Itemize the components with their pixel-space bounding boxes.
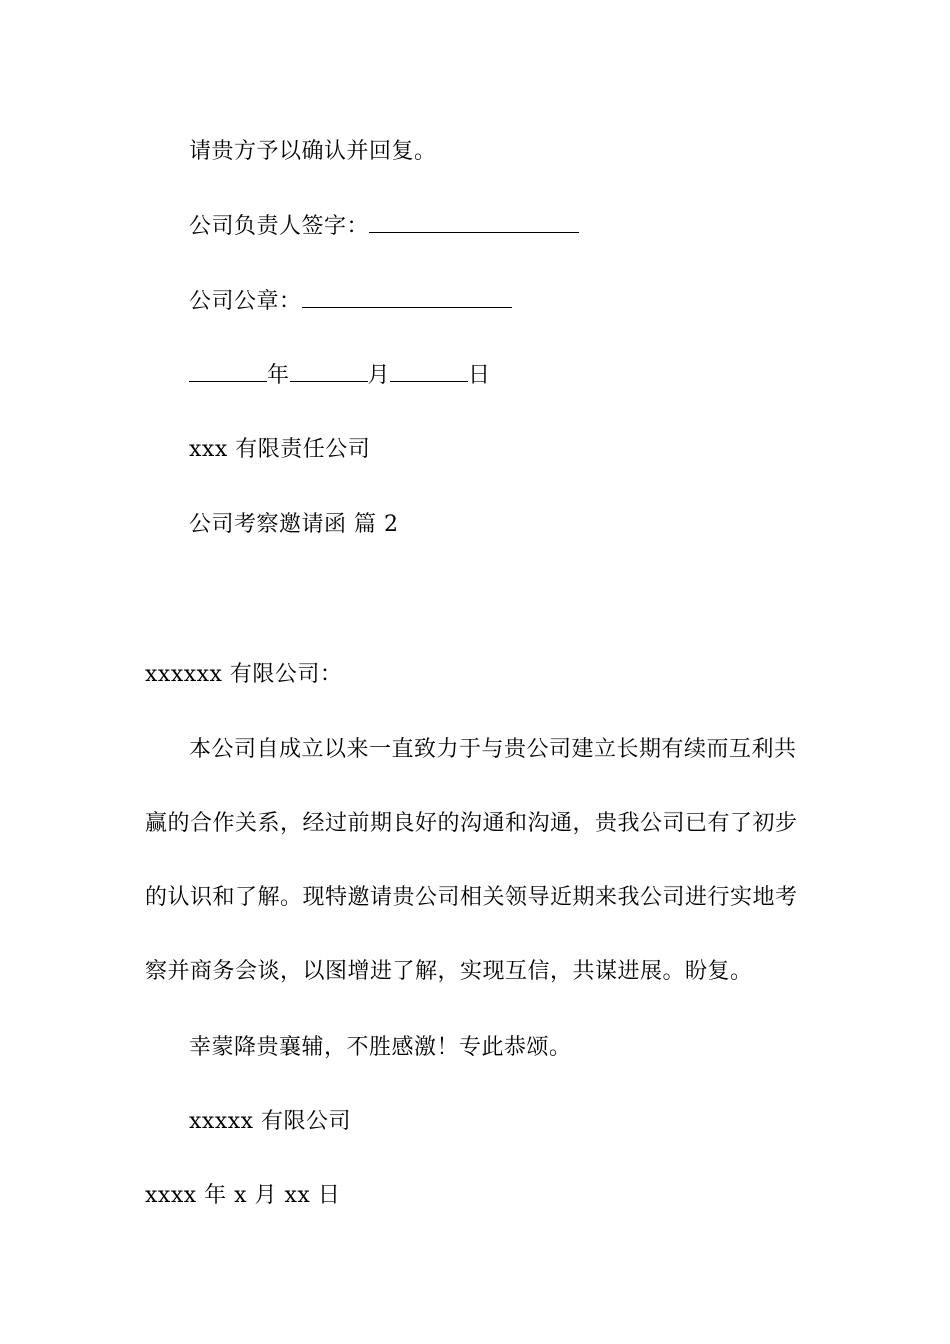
seal-blank (302, 287, 512, 308)
letter-date: xxxx 年 x 月 xx 日 (145, 1183, 341, 1208)
body-line-2: 赢的合作关系，经过前期良好的沟通和沟通，贵我公司已有了初步 (145, 811, 798, 836)
signature-blank (369, 212, 579, 233)
confirm-request-text: 请贵方予以确认并回复。 (189, 139, 437, 164)
seal-label: 公司公章： (189, 289, 302, 314)
year-label: 年 (267, 363, 290, 388)
month-label: 月 (367, 363, 391, 388)
section-heading: 公司考察邀请函 篇 2 (189, 512, 399, 537)
company-name: xxx 有限责任公司 (189, 437, 371, 462)
seal-line (189, 287, 512, 317)
salutation: xxxxxx 有限公司： (145, 662, 343, 687)
year-blank (189, 361, 267, 382)
body-line-3: 的认识和了解。现特邀请贵公司相关领导近期来我公司进行实地考 (145, 885, 798, 910)
signature-label: 公司负责人签字： (189, 214, 370, 239)
body-line-4: 察并商务会谈，以图增进了解，实现互信，共谋进展。盼复。 (145, 959, 753, 984)
sender-company: xxxxx 有限公司 (189, 1109, 352, 1134)
month-blank (290, 361, 368, 382)
date-fill-line (189, 361, 491, 391)
signature-line (189, 212, 579, 242)
day-blank (390, 361, 468, 382)
body-line-1: 本公司自成立以来一直致力于与贵公司建立长期有续而互利共 (189, 737, 797, 762)
day-label: 日 (468, 363, 491, 388)
closing-text: 幸蒙降贵襄辅，不胜感激！专此恭颂。 (189, 1035, 572, 1060)
